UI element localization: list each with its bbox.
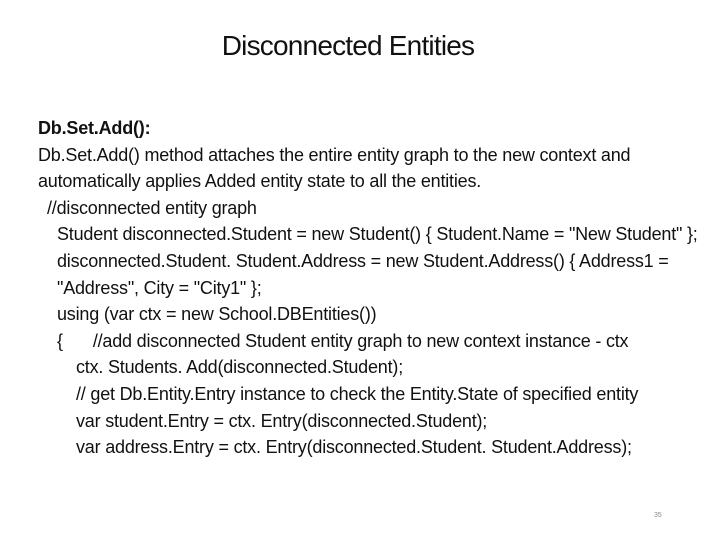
code-add-line: ctx. Students. Add(disconnected.Student);	[76, 357, 404, 378]
code-student-entry-line: var student.Entry = ctx. Entry(disconnected.Student);	[76, 410, 488, 431]
code-comment-add: //add disconnected Student entity graph to new context instance - ctx	[92, 330, 629, 351]
slide-title: Disconnected Entities	[221, 30, 475, 61]
slide-number: 35	[654, 512, 662, 519]
slide-body	[38, 115, 702, 461]
section-heading: Db.Set.Add():	[38, 118, 151, 138]
code-block-open	[38, 328, 702, 355]
code-comment-graph: //disconnected entity graph	[47, 197, 257, 218]
code-open-brace: {	[57, 330, 63, 351]
code-student-line: Student disconnected.Student = new Student() { Student.Name = "New Student" };	[57, 224, 698, 245]
code-using-line: using (var ctx = new School.DBEntities())	[57, 304, 377, 325]
code-comment-get: // get Db.Entity.Entry instance to check the Entity.State of specified entity	[76, 383, 639, 404]
code-address-entry-line: var address.Entry = ctx. Entry(disconnected.Student. Student.Address);	[76, 437, 632, 458]
code-address-line: disconnected.Student. Student.Address = new Student.Address() { Address1 = "Address", City = "City1" };	[57, 250, 669, 298]
method-description: Db.Set.Add() method attaches the entire entity graph to the new context and automatically applies Added entity state to all the entities.	[38, 144, 631, 192]
